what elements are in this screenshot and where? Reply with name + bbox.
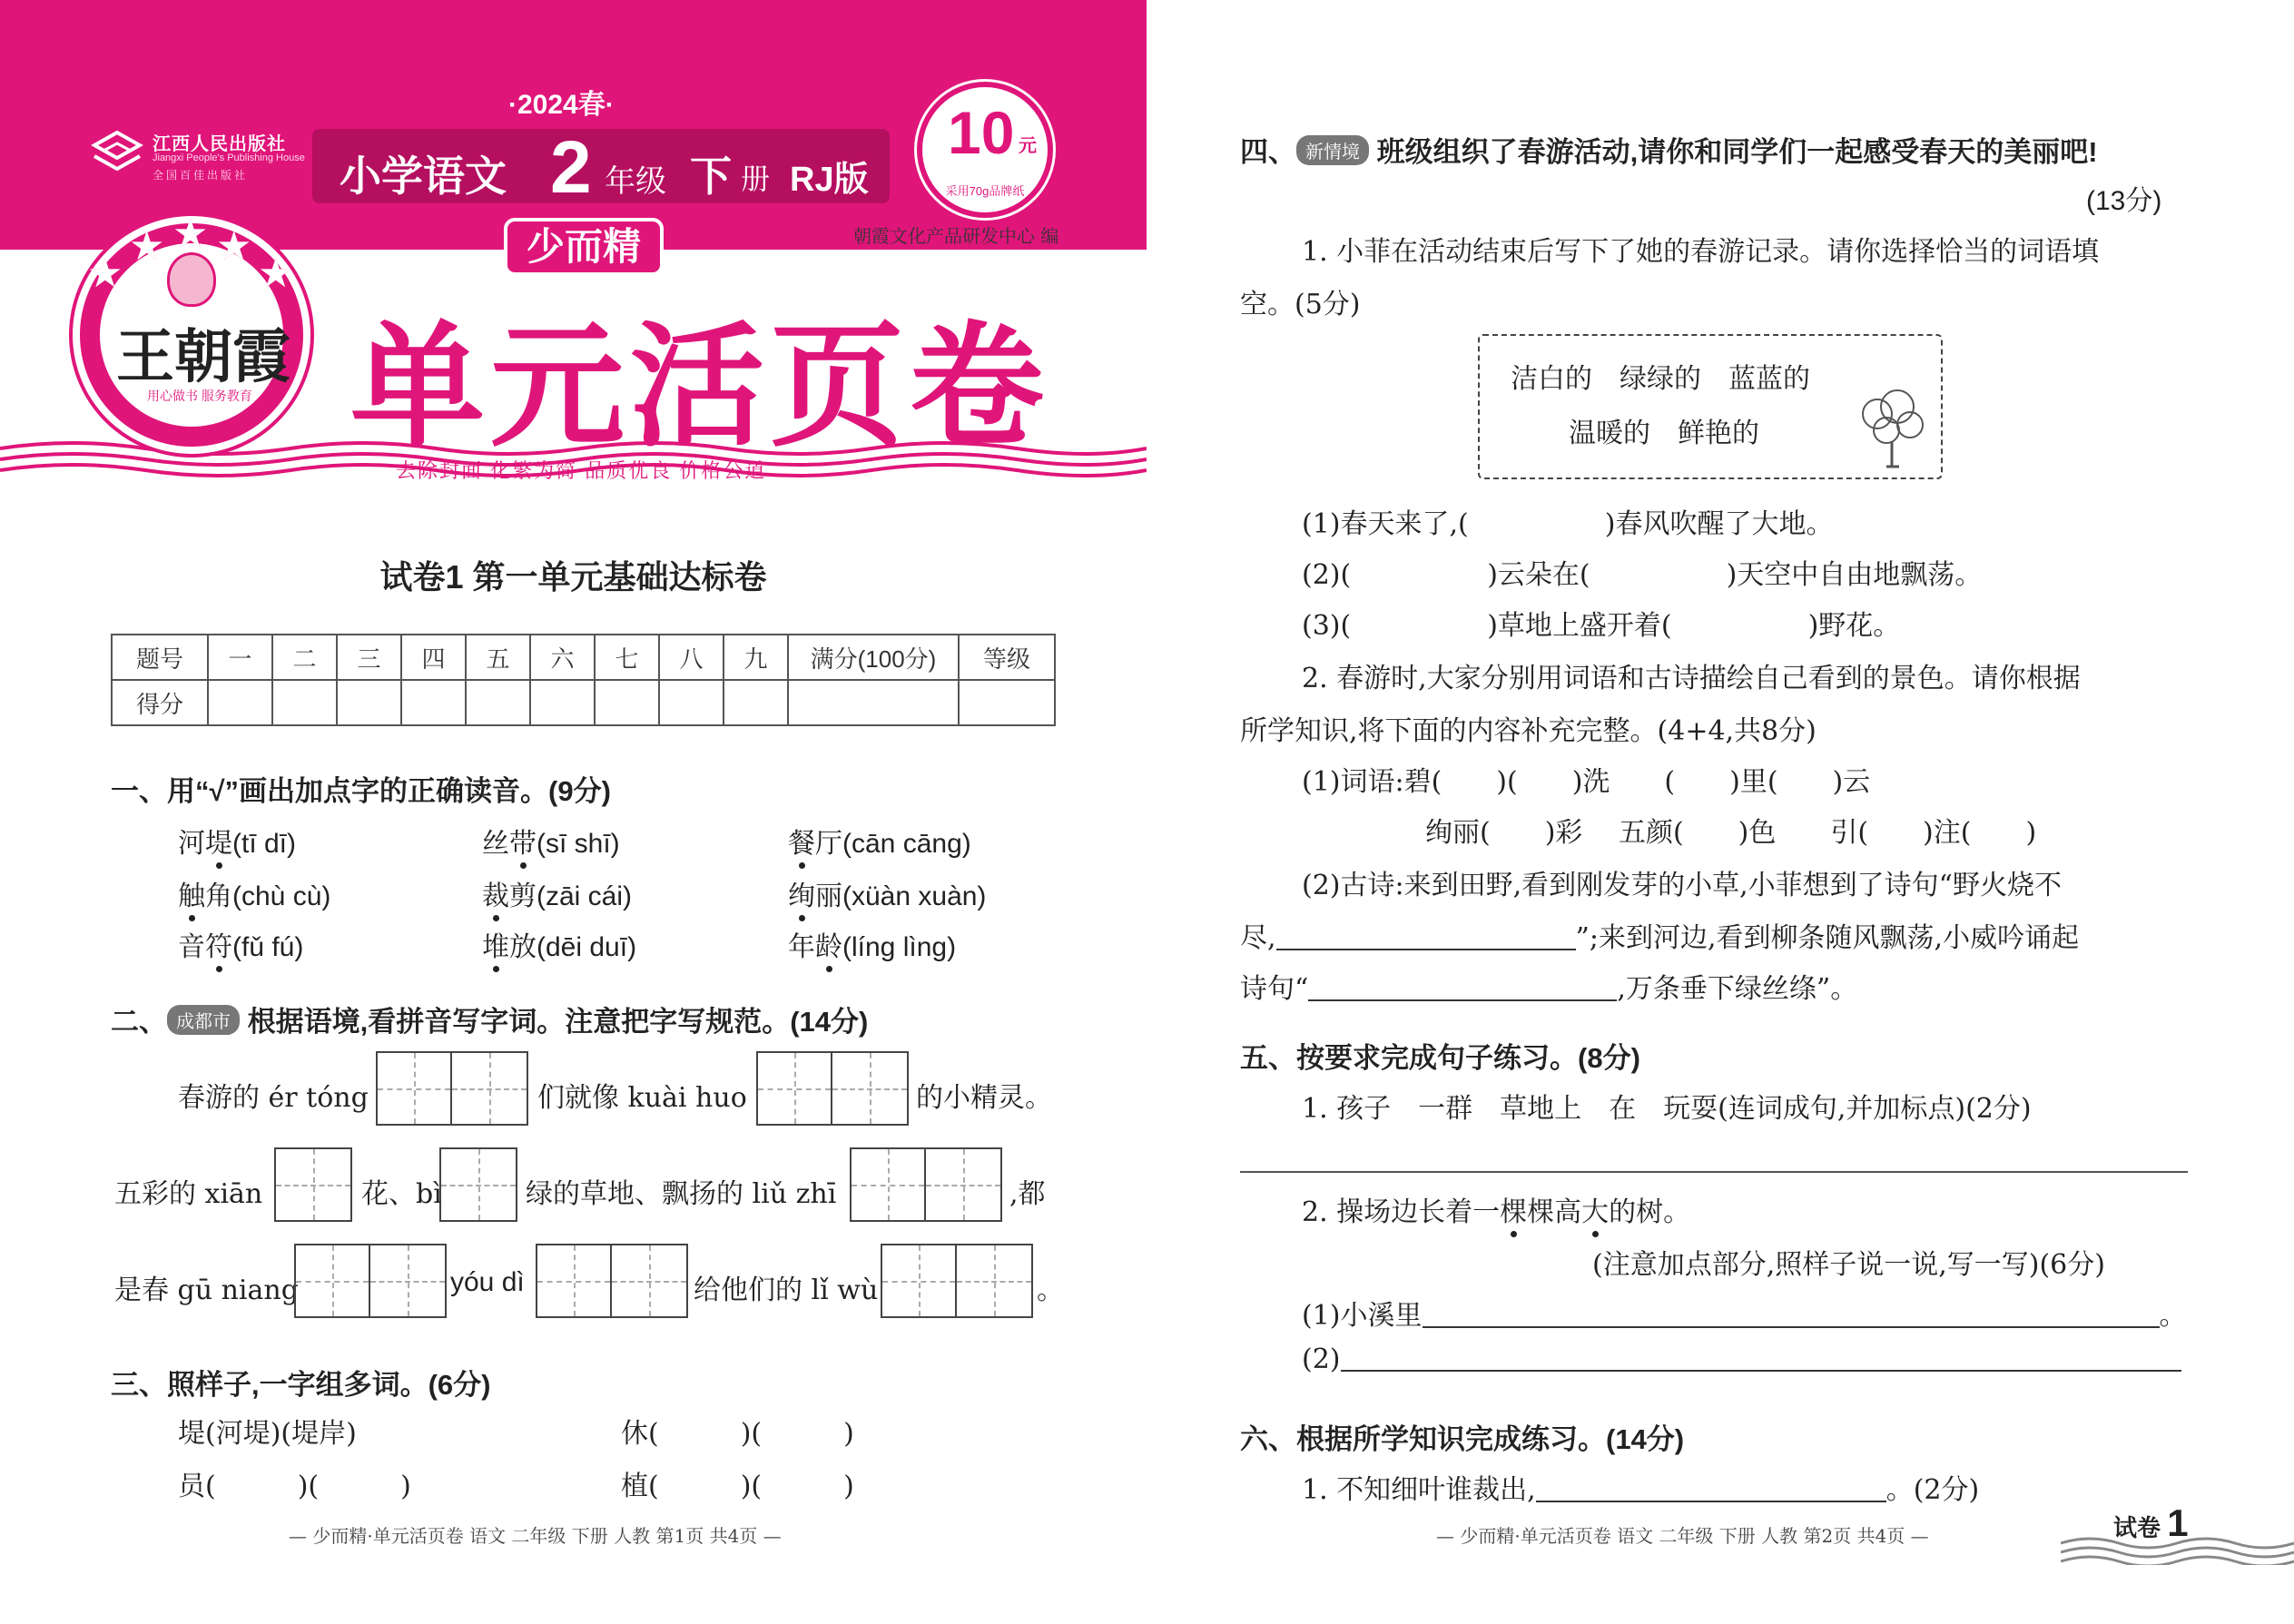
prompt-text: ,都	[1009, 1178, 1046, 1210]
answer-underline[interactable]	[1423, 1326, 2160, 1328]
price-number: 10	[948, 99, 1015, 166]
poem-blank-line[interactable]: 诗句“ ,万条垂下绿丝绦”。	[1240, 973, 1858, 1005]
editor-credit: 朝霞文化产品研发中心 编	[853, 225, 1059, 247]
page-footer: — 少而精·单元活页卷 语文 二年级 下册 人教 第2页 共4页 —	[1436, 1525, 1929, 1547]
answer-row[interactable]: (2)	[1302, 1343, 2181, 1375]
pinyin-item[interactable]: 餐厅(cān cāng)	[788, 821, 971, 861]
score-header-cell: 七	[595, 635, 659, 680]
section-4-score: (13分)	[2086, 186, 2162, 216]
region-tag: 成都市	[167, 1005, 240, 1035]
prompt-text: yóu dì	[450, 1267, 525, 1297]
score-header-cell: 满分(100分)	[788, 635, 959, 680]
score-cell[interactable]	[724, 680, 788, 725]
score-cell[interactable]	[466, 680, 530, 725]
main-title: 单元活页卷	[350, 312, 1049, 462]
section-5-title: 五、按要求完成句子练习。(8分)	[1240, 1042, 1640, 1074]
score-header-cell: 等级	[959, 635, 1055, 680]
question-note: (注意加点部分,照样子说一说,写一写)(6分)	[1592, 1249, 2105, 1281]
fill-blank[interactable]: (1)春天来了,( )春风吹醒了大地。	[1302, 508, 1834, 540]
star-icon: ★	[129, 223, 165, 270]
section-6-title: 六、根据所学知识完成练习。(14分)	[1240, 1423, 1685, 1455]
score-header-cell: 五	[466, 635, 530, 680]
cover-slogan: 去除封面 化繁为简 品质优良 价格公道	[396, 459, 767, 482]
writing-grid[interactable]	[536, 1244, 688, 1318]
edition-label: RJ版	[790, 161, 869, 199]
author-portrait-icon	[167, 252, 216, 307]
writing-grid[interactable]	[850, 1147, 1002, 1222]
prompt-text: 绿的草地、飘扬的 liǔ zhī	[526, 1178, 837, 1210]
score-cell[interactable]	[530, 680, 595, 725]
scenario-tag: 新情境	[1296, 135, 1369, 165]
publisher-logo-icon	[91, 127, 143, 180]
tree-illustration-icon	[1856, 387, 1930, 470]
word-blank[interactable]: 员( )( )	[178, 1471, 411, 1502]
word-blank[interactable]: 植( )( )	[621, 1471, 854, 1502]
answer-underline[interactable]	[1276, 949, 1576, 950]
price-badge	[917, 82, 1053, 218]
answer-row[interactable]: 1. 不知细叶谁裁出, 。(2分)	[1302, 1474, 1980, 1506]
score-cell[interactable]	[208, 680, 272, 725]
answer-line[interactable]	[1240, 1171, 2188, 1173]
writing-grid[interactable]	[376, 1051, 528, 1126]
word-bank	[1478, 334, 1943, 479]
score-header-cell: 九	[724, 635, 788, 680]
subject-box	[312, 126, 890, 209]
paper-note: 采用70g品牌纸	[945, 184, 1025, 198]
prompt-text: 五彩的 xiān	[114, 1178, 263, 1210]
pinyin-item[interactable]: 年龄(líng lìng)	[788, 924, 956, 964]
writing-grid[interactable]	[439, 1147, 517, 1222]
publisher-name: 江西人民出版社	[153, 134, 286, 154]
score-cell[interactable]	[401, 680, 466, 725]
star-icon: ★	[172, 211, 209, 257]
pinyin-item[interactable]: 河堤(tī dī)	[178, 821, 296, 861]
brand-name: 王朝霞	[116, 323, 290, 391]
score-cell[interactable]	[959, 680, 1055, 725]
star-icon: ★	[216, 223, 252, 270]
score-cell[interactable]	[595, 680, 659, 725]
score-cell[interactable]	[659, 680, 724, 725]
example-text: 堤(河堤)(堤岸)	[178, 1418, 357, 1450]
star-icon: ★	[258, 251, 294, 297]
question-text: 2. 春游时,大家分别用词语和古诗描绘自己看到的景色。请你根据	[1302, 663, 2081, 694]
score-row-label: 得分	[112, 680, 208, 725]
pinyin-item[interactable]: 触角(chù cù)	[178, 873, 330, 913]
exam-title: 试卷1 第一单元基础达标卷	[379, 558, 767, 595]
score-table	[111, 634, 1056, 726]
score-cell[interactable]	[337, 680, 401, 725]
subject-label: 小学语文	[340, 153, 507, 200]
writing-grid[interactable]	[274, 1147, 352, 1222]
question-text: (2)古诗:来到田野,看到刚发芽的小草,小菲想到了诗句“野火烧不	[1302, 870, 2063, 901]
poem-blank-line[interactable]: 尽, ”;来到河边,看到柳条随风飘荡,小威吟诵起	[1240, 922, 2080, 954]
answer-underline[interactable]	[1536, 1501, 1886, 1502]
section-4-title: 四、 新情境 班级组织了春游活动,请你和同学们一起感受春天的美丽吧!	[1240, 136, 2098, 168]
season-label: ·2024春·	[508, 90, 615, 120]
page-footer: — 少而精·单元活页卷 语文 二年级 下册 人教 第1页 共4页 —	[289, 1525, 782, 1547]
score-table-header-row	[112, 635, 1055, 680]
pinyin-item[interactable]: 裁剪(zāi cái)	[482, 873, 632, 913]
fill-blank[interactable]: (3)( )草地上盛开着( )野花。	[1302, 610, 1901, 642]
score-header-cell: 四	[401, 635, 466, 680]
prompt-text: 的小精灵。	[916, 1082, 1052, 1114]
question-text: 1. 小菲在活动结束后写下了她的春游记录。请你选择恰当的词语填	[1302, 236, 2100, 268]
prompt-text: 花、bì	[361, 1178, 442, 1210]
publisher-en: Jiangxi People's Publishing House	[153, 153, 305, 163]
section-2-title: 二、 成都市 根据语境,看拼音写字词。注意把字写规范。(14分)	[111, 1006, 869, 1038]
score-header-cell: 八	[659, 635, 724, 680]
grade-unit: 年级	[605, 164, 666, 199]
writing-grid[interactable]	[294, 1244, 447, 1318]
prompt-text: 春游的 ér tóng	[178, 1082, 369, 1114]
term-unit: 册	[741, 162, 771, 195]
fill-blank[interactable]: (2)( )云朵在( )天空中自由地飘荡。	[1302, 559, 1983, 591]
grade-number: 2	[550, 126, 592, 209]
word-blank[interactable]: 休( )( )	[621, 1418, 854, 1450]
price-unit: 元	[1019, 136, 1037, 156]
score-header-cell: 六	[530, 635, 595, 680]
score-header-cell: 一	[208, 635, 272, 680]
prompt-text: 是春 gū niang	[114, 1275, 299, 1306]
writing-grid[interactable]	[881, 1244, 1033, 1318]
score-table-score-row	[112, 680, 1055, 725]
question-text: 所学知识,将下面的内容补充完整。(4+4,共8分)	[1240, 715, 1816, 747]
question-text: 空。(5分)	[1240, 289, 1361, 320]
fill-blank[interactable]: (1)词语:碧( )( )洗 ( )里( )云	[1302, 766, 1871, 798]
prompt-text: 给他们的 lǐ wù	[694, 1275, 879, 1306]
question-text: 2. 操场边长着一棵棵高大的树。	[1302, 1189, 1690, 1229]
star-icon: ★	[87, 251, 123, 297]
prompt-text: 们就像 kuài huo	[537, 1082, 747, 1114]
score-cell[interactable]	[272, 680, 337, 725]
series-badge: 少而精	[504, 218, 664, 276]
trial-label: 试卷 1	[2113, 1501, 2189, 1544]
question-text: 1. 孩子 一群 草地上 在 玩耍(连词成句,并加标点)(2分)	[1302, 1093, 2032, 1125]
brand-slogan: 用心做书 服务教育	[147, 389, 252, 403]
publisher-sub: 全国百佳出版社	[153, 169, 249, 182]
fill-blank[interactable]: 绚丽( )彩 五颜( )色 引( )注( )	[1425, 817, 2037, 849]
medal-inner	[100, 243, 290, 427]
section-1-title: 一、用“√”画出加点字的正确读音。(9分)	[111, 775, 611, 807]
score-header-cell: 题号	[112, 635, 208, 680]
section-3-title: 三、照样子,一字组多词。(6分)	[111, 1369, 491, 1401]
pinyin-item[interactable]: 丝带(sī shī)	[482, 821, 620, 861]
score-header-cell: 二	[272, 635, 337, 680]
term-label: 下	[690, 153, 732, 200]
score-cell[interactable]	[788, 680, 959, 725]
pinyin-item[interactable]: 堆放(dēi duī)	[482, 924, 636, 964]
answer-underline[interactable]	[1341, 1370, 2181, 1372]
prompt-text: 。	[1037, 1275, 1064, 1306]
writing-grid[interactable]	[756, 1051, 909, 1126]
pinyin-item[interactable]: 绚丽(xüàn xuàn)	[788, 873, 986, 913]
pinyin-item[interactable]: 音符(fǔ fú)	[178, 924, 303, 964]
answer-underline[interactable]	[1308, 999, 1617, 1001]
word-bank-row: 温暖的 鲜艳的	[1569, 418, 1759, 449]
score-header-cell: 三	[337, 635, 401, 680]
answer-row[interactable]: (1)小溪里 。	[1302, 1300, 2187, 1332]
word-bank-row: 洁白的 绿绿的 蓝蓝的	[1511, 363, 1810, 395]
